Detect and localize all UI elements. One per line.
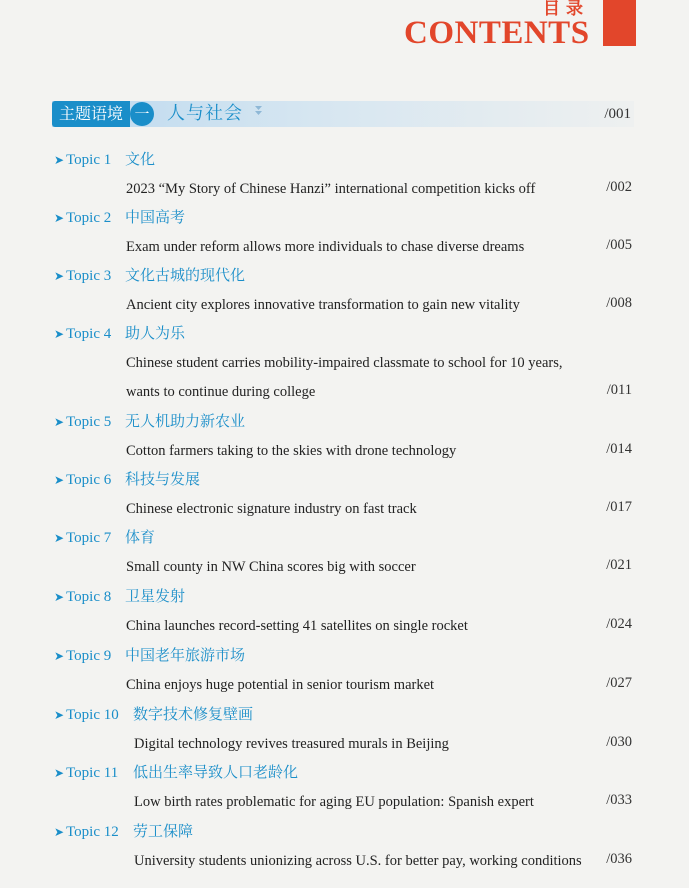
section-label: 主题语境 — [52, 101, 130, 127]
topic-number: Topic 11 — [66, 765, 119, 781]
article-title[interactable]: Low birth rates problematic for aging EU population: Spanish expert — [134, 794, 534, 810]
article-title[interactable]: Ancient city explores innovative transformation to gain new vitality — [126, 297, 520, 313]
article-title[interactable]: University students unionizing across U.S. for better pay, working conditions — [134, 853, 582, 869]
topic-title: 中国高考 — [125, 210, 186, 226]
page-number: /017 — [606, 499, 632, 515]
topic-title: 文化 — [125, 152, 156, 168]
page-number: /008 — [606, 295, 632, 311]
page-number: /027 — [606, 675, 632, 691]
topic-title: 科技与发展 — [125, 472, 201, 488]
topic-heading[interactable] — [54, 323, 186, 345]
page-number: /011 — [606, 382, 632, 398]
topic-heading[interactable] — [54, 586, 186, 608]
topic-heading[interactable] — [54, 411, 246, 433]
topic-title: 无人机助力新农业 — [125, 414, 246, 430]
topic-heading[interactable] — [54, 265, 246, 287]
topic-heading[interactable] — [54, 149, 156, 171]
arrow-bullet-icon: ➤ — [54, 825, 65, 839]
topic-title: 低出生率导致人口老龄化 — [133, 765, 299, 781]
arrow-bullet-icon: ➤ — [54, 708, 65, 722]
topic-number: Topic 6 — [66, 472, 112, 488]
arrow-bullet-icon: ➤ — [54, 649, 65, 663]
topic-heading[interactable] — [54, 704, 254, 726]
topic-title: 文化古城的现代化 — [125, 268, 246, 284]
topic-title: 数字技术修复壁画 — [133, 707, 254, 723]
page-title: CONTENTS — [404, 15, 590, 51]
article-title[interactable]: wants to continue during college — [126, 384, 316, 400]
arrow-bullet-icon: ➤ — [54, 415, 65, 429]
topic-heading[interactable] — [54, 821, 194, 843]
section-page-number: /001 — [604, 106, 631, 122]
topic-heading[interactable] — [54, 469, 201, 491]
article-title[interactable]: Exam under reform allows more individuals to chase diverse dreams — [126, 239, 525, 255]
article-title[interactable]: China launches record-setting 41 satellites on single rocket — [126, 618, 468, 634]
topic-number: Topic 2 — [66, 210, 112, 226]
topic-title: 劳工保障 — [133, 824, 194, 840]
page-number: /021 — [606, 557, 632, 573]
article-title[interactable]: Digital technology revives treasured murals in Beijing — [134, 736, 449, 752]
page-number: /036 — [606, 851, 632, 867]
topic-heading[interactable] — [54, 207, 186, 229]
topic-title: 助人为乐 — [125, 326, 186, 342]
arrow-bullet-icon: ➤ — [54, 473, 65, 487]
article-title[interactable]: 2023 “My Story of Chinese Hanzi” international competition kicks off — [126, 181, 536, 197]
double-chevron-down-icon — [254, 105, 263, 123]
topic-title: 卫星发射 — [125, 589, 186, 605]
topic-number: Topic 3 — [66, 268, 112, 284]
decorative-red-block — [603, 0, 636, 46]
topic-number: Topic 1 — [66, 152, 112, 168]
topic-number: Topic 8 — [66, 589, 112, 605]
topic-number: Topic 7 — [66, 530, 112, 546]
article-title[interactable]: Cotton farmers taking to the skies with drone technology — [126, 443, 457, 459]
topic-number: Topic 5 — [66, 414, 112, 430]
article-title[interactable]: Small county in NW China scores big with soccer — [126, 559, 416, 575]
section-title: 人与社会 — [167, 103, 243, 124]
topic-number: Topic 9 — [66, 648, 112, 664]
article-title[interactable]: Chinese student carries mobility-impaired classmate to school for 10 years, — [126, 355, 563, 371]
article-title[interactable]: Chinese electronic signature industry on fast track — [126, 501, 417, 517]
page-number: /033 — [606, 792, 632, 808]
topic-heading[interactable] — [54, 762, 299, 784]
arrow-bullet-icon: ➤ — [54, 590, 65, 604]
page-number: /005 — [606, 237, 632, 253]
page-number: /030 — [606, 734, 632, 750]
page-number: /024 — [606, 616, 632, 632]
topic-heading[interactable] — [54, 645, 246, 667]
page-number: /014 — [606, 441, 632, 457]
arrow-bullet-icon: ➤ — [54, 153, 65, 167]
arrow-bullet-icon: ➤ — [54, 327, 65, 341]
page-title-chinese: 目录 — [543, 0, 589, 18]
arrow-bullet-icon: ➤ — [54, 766, 65, 780]
arrow-bullet-icon: ➤ — [54, 211, 65, 225]
topic-number: Topic 12 — [66, 824, 119, 840]
topic-number: Topic 4 — [66, 326, 112, 342]
article-title[interactable]: China enjoys huge potential in senior tourism market — [126, 677, 435, 693]
topic-number: Topic 10 — [66, 707, 119, 723]
topic-heading[interactable] — [54, 527, 156, 549]
arrow-bullet-icon: ➤ — [54, 269, 65, 283]
section-number-badge: 一 — [130, 102, 154, 126]
topic-title: 体育 — [125, 530, 156, 546]
arrow-bullet-icon: ➤ — [54, 531, 65, 545]
topic-title: 中国老年旅游市场 — [125, 648, 246, 664]
page-number: /002 — [606, 179, 632, 195]
